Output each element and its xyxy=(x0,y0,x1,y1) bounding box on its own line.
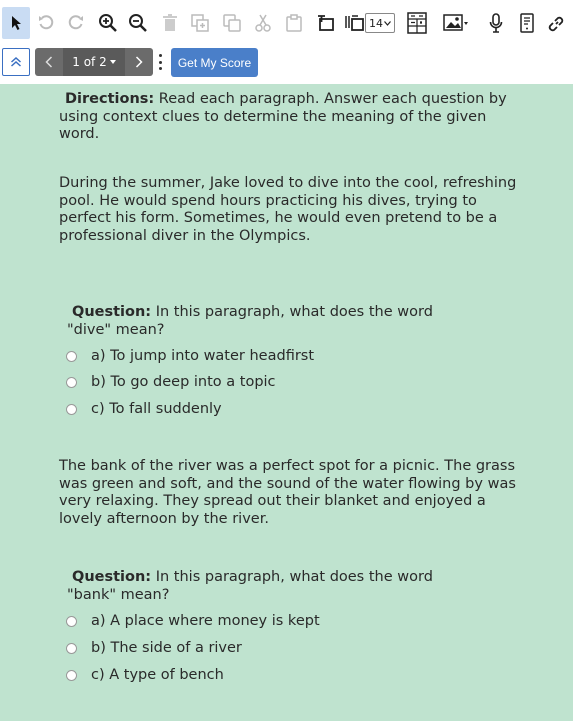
microphone-icon[interactable] xyxy=(482,7,510,39)
undo-icon[interactable] xyxy=(32,7,60,39)
zoom-out-icon[interactable] xyxy=(124,7,152,39)
link-icon[interactable] xyxy=(543,7,571,39)
device-icon[interactable] xyxy=(513,7,541,39)
question-2-option-c[interactable] xyxy=(66,665,224,685)
option-label: a) A place where money is kept xyxy=(91,613,320,629)
page-label: 1 of 2 xyxy=(72,55,107,69)
passage-2: The bank of the river was a perfect spot for a picnic. The grass was green and soft, and the sound of the water flowing by was very relaxing. They spread out their blanket and enjoyed a lovely afternoon by the river. xyxy=(59,458,516,527)
chevron-right-icon xyxy=(135,56,143,68)
question-2-option-b[interactable] xyxy=(66,638,242,658)
question-text: In this paragraph, what does the word "bank" mean? xyxy=(67,569,433,603)
redo-icon[interactable] xyxy=(62,7,90,39)
radio-button[interactable] xyxy=(66,377,77,388)
question-label: Question: xyxy=(72,304,152,320)
more-options-icon[interactable] xyxy=(156,54,164,70)
question-label: Question: xyxy=(72,569,152,585)
question-2-option-a[interactable] xyxy=(66,611,320,631)
cut-icon[interactable] xyxy=(249,7,277,39)
question-2 xyxy=(67,569,467,604)
double-chevron-up-icon xyxy=(10,56,22,68)
option-label: c) To fall suddenly xyxy=(91,401,222,417)
question-1-option-c[interactable] xyxy=(66,399,222,419)
question-1 xyxy=(67,304,467,339)
directions-label: Directions: xyxy=(65,91,155,107)
text-box-icon[interactable] xyxy=(312,7,340,39)
paste-icon[interactable] xyxy=(280,7,308,39)
radio-button[interactable] xyxy=(66,351,77,362)
chevron-down-icon xyxy=(384,21,391,26)
chevron-left-icon xyxy=(45,56,53,68)
radio-button[interactable] xyxy=(66,404,77,415)
delete-icon[interactable] xyxy=(156,7,184,39)
main-toolbar xyxy=(0,0,573,46)
image-icon[interactable] xyxy=(440,7,472,39)
worksheet-page xyxy=(0,84,573,721)
page-navigator xyxy=(35,48,153,76)
option-label: a) To jump into water headfirst xyxy=(91,348,315,364)
duplicate-icon[interactable] xyxy=(186,7,214,39)
next-page-button[interactable] xyxy=(125,48,153,76)
directions xyxy=(59,91,519,144)
option-label: b) The side of a river xyxy=(91,640,242,656)
option-label: c) A type of bench xyxy=(91,667,224,683)
radio-button[interactable] xyxy=(66,670,77,681)
option-label: b) To go deep into a topic xyxy=(91,374,276,390)
page-select[interactable] xyxy=(63,48,125,76)
get-my-score-button[interactable]: Get My Score xyxy=(171,48,258,77)
passage-1: During the summer, Jake loved to dive into the cool, refreshing pool. He would spend hours practicing his dives, trying to perfect his form. Sometimes, he would even pretend to be a professional diver in the Olympics. xyxy=(59,175,517,244)
question-1-option-b[interactable] xyxy=(66,372,276,392)
question-1-option-a[interactable] xyxy=(66,346,314,366)
font-size-select[interactable] xyxy=(365,13,395,33)
directions-text: Read each paragraph. Answer each question by using context clues to determine the meaning of the given word. xyxy=(59,91,507,142)
copy-icon[interactable] xyxy=(218,7,246,39)
select-arrow-icon[interactable] xyxy=(2,7,30,39)
collapse-toolbar-button[interactable] xyxy=(2,48,30,76)
zoom-in-icon[interactable] xyxy=(94,7,122,39)
text-size-icon[interactable] xyxy=(340,7,368,39)
radio-button[interactable] xyxy=(66,643,77,654)
calculator-icon[interactable] xyxy=(403,7,431,39)
radio-button[interactable] xyxy=(66,616,77,627)
previous-page-button[interactable] xyxy=(35,48,63,76)
font-size-value: 14 xyxy=(369,16,383,30)
navigation-bar xyxy=(0,46,573,84)
question-text: In this paragraph, what does the word "dive" mean? xyxy=(67,304,433,338)
caret-down-icon xyxy=(110,60,116,64)
